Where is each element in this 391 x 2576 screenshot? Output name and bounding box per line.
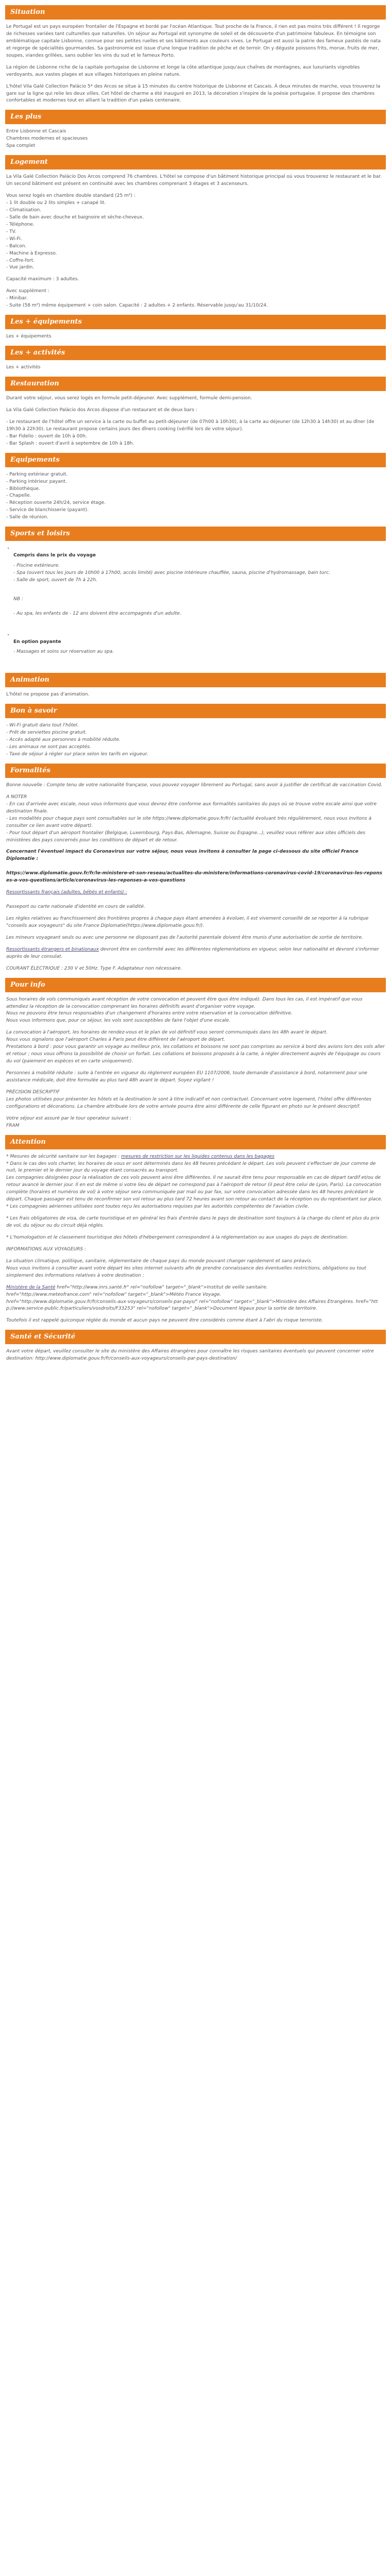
section-equipements — [5, 453, 386, 522]
sports-included-label: Compris dans le prix du voyage — [13, 553, 96, 558]
pour-info-paragraph: Sous horaires de vols communiqués avant réception de votre convocation et peuvent être quoi être indiqué). Dans tous les cas, il est impératif que vous attendiez la réception de la convocation comprenant les horaires définitifs avant d'organiser votre voyage. Nous ne pouvons être tenus responsables d'un changement d'horaires entre votre réservation et la convocation définitive. Nous vous informons que, pour ce séjour, les vols sont susceptibles de faire l'objet d'une escale. — [6, 996, 363, 1024]
attention-flights-text: * Dans le cas des vols charter, les horaires de vous er sont déterminés dans les 48 heures précédant le départ. Les vols peuvent s'effectuer de jour comme de nuit, le premier et le dernier jour du voyage étant consacrés au transport. Les compagnies désignées pour la réalisation de ces vols peuvent ainsi être différentes. Il ne saurait être tenu pour responsable en cas de départ tardif et/ou de retour avancé le dernier jour. Il en est de même si votre lieu de départ ne correspond pas à l'aéroport de retour (il peut être celui de Lyon, Paris). La convocation complète (horaires et numéros de vol) à votre séjour sera communiquée par mail ou par fax, sur votre convocation adressée dans les 48 heures précédant le départ. Chaque passager est tenu de reconfirmer son vol retour au plus tard 72 heures avant son retour au contact de la réception ou du représentant sur place. * Les compagnies aériennes utilisées sont toutes reçu les autorisations requises par les autorités compétentes de l'aviation civile. — [6, 1161, 383, 1210]
formalites-paragraph: Bonne nouvelle : Compte tenu de votre nationalité française, vous pouvez voyager librement au Portugal, sans avoir à justifier de certificat de vaccination Covid. — [6, 782, 383, 788]
attention-security-label: * Mesures de sécurité sanitaire sur les bagages : — [6, 1154, 121, 1159]
sports-nb-text: - Au spa, les enfants de - 12 ans doivent être accompagnés d'un adulte. — [13, 611, 182, 616]
section-pour-info — [5, 978, 386, 1130]
attention-paragraph: La situation climatique, politique, sanitaire, réglementaire de chaque pays du monde pouvant changer rapidement et sans préavis. Nous vous invitons à consulter avant votre départ les sites internet suivants afin de prendre connaissance des éventuelles restrictions, obligations ou tout simplement des informations relatives à votre destination : — [6, 1258, 366, 1278]
sports-nb-label: NB : — [13, 596, 23, 602]
section-sante-securite — [5, 1330, 386, 1363]
attention-travellers-heading: INFORMATIONS AUX VOYAGEURS : — [6, 1246, 86, 1252]
formalites-french-nationals-label: Ressortissants français (adultes, bébés et enfants) : — [6, 890, 127, 895]
section-sports — [5, 527, 386, 668]
formalites-paragraph: Les règles relatives au franchissement des frontières propres à chaque pays étant amenées à évoluer, il est vivement conseillé de se reporter à la rubrique "conseils aux voyageurs" du site France Diplomatie(https://www.diplomatie.gouv.fr/). — [6, 916, 369, 928]
formalites-foreign-nationals-label: Ressortissants étrangers et binationaux — [6, 946, 99, 952]
section-title: Bon à savoir — [5, 704, 386, 718]
sports-option-text: - Massages et soins sur réservation au spa. — [13, 649, 114, 655]
section-plus — [5, 110, 386, 150]
restauration-paragraph: La Vila Galé Collection Palácio dos Arcos dispose d'un restaurant et de deux bars : — [6, 407, 198, 413]
section-activites-plus — [5, 346, 386, 371]
section-title: Attention — [5, 1135, 386, 1149]
attention-links-text: href="http://www.inrs.santé.fr" rel="nofollow" target="_blank">Institut de veille sanitaire. href="http://www.meteofrance.com" rel="nofollow" target="_blank">Météo France Voyage. href="http://www.diplomatie.gouv.fr/fr/conseils-aux-voyageurs/conseils-par-pays/" rel="nofollow" target="_blank">Ministère des Affaires Etrangères. href="http://www.service-public.fr/particuliers/vosdroits/F33253" rel="nofollow" target="_blank">Document légaux pour la sortie de territoire. — [6, 1284, 378, 1312]
pour-info-paragraph: La convocation à l'aéroport, les horaires de rendez-vous et le plan de vol définitif vous seront communiqués dans les 48h avant le départ. Nous vous signalons que l'aéroport Charles à Paris peut être différent de l'aéroport de départ. Prestations à bord : pour vous garantir un voyage au meilleur prix, les collations et boissons ne sont pas comprises au service à bord des avions lors des vols aller et retour ; nous vous offrons la possibilité de choisir un forfait. Les collations et boissons proposés à la carte, à régler directement auprès de l'équipage ou cours du vol (paiement en espèces et en carte uniquement). — [6, 1030, 385, 1064]
equipements-plus-text: Les + équipements — [6, 334, 52, 340]
equipements-list: - Parking extérieur gratuit. - Parking intérieur payant. - Bibliothèque. - Chapelle. - Réception ouverte 24h/24, service étage. - Service de blanchisserie (payant). - Salle de réunion. — [6, 471, 106, 520]
section-attention — [5, 1135, 386, 1325]
formalites-paragraph: Les mineurs voyageant seuls ou avec une personne ne disposant pas de l'autorité parentale doivent être munis d'une autorisation de sortie de territoire. — [6, 935, 363, 940]
formalites-covid-intro: Concernant l'éventuel impact du Coronavirus sur votre séjour, nous vous invitons à consulter la page ci-dessous du site officiel France Diplomatie : — [6, 849, 359, 862]
section-restauration — [5, 377, 386, 448]
section-bon-a-savoir — [5, 704, 386, 758]
section-formalites — [5, 764, 386, 973]
section-logement — [5, 155, 386, 310]
attention-paragraph: Toutefois il est rappelé quiconque réglée du monde et aucun pays ne peuvent être considérés comme étant à l'abri du risque terroriste. — [6, 1318, 323, 1324]
section-title: Sports et loisirs — [5, 527, 386, 541]
animation-text: L'hôtel ne propose pas d'animation. — [6, 692, 90, 698]
situation-paragraph: L'hôtel Vila Galé Collection Palácio 5* des Arcos se situe à 15 minutes du centre historique de Lisbonne et Cascais. À deux minutes de marche, vous trouverez la gare sur la ligne qui relie les deux villes. Cet hôtel de charme a été inauguré en 2013, la décoration s'inspire de la poésie portugaise. Il propose des chambres confortables et modernes tout en alliant la tradition d'un palais centenaire. — [6, 83, 381, 104]
restauration-paragraph: - Le restaurant de l'hôtel offre un service à la carte ou buffet au petit-déjeuner (de 07h00 à 10h30), à la carte au déjeuner (de 12h30 à 14h30) et au dîner (de 19h30 à 22h30). Le restaurant propose certains jours des dîners cooking (vérifié lors de votre séjour). - Bar Fidelio : ouvert de 10h à 00h. - Bar Splash : ouvert d'avril à septembre de 10h à 18h. — [6, 419, 374, 446]
sports-option-item — [13, 632, 385, 668]
situation-paragraph: Le Portugal est un pays européen frontalier de l'Espagne et bordé par l'océan Atlantique. Tout proche de la France, il rien est pas moins très différent ! Il regorge de richesses variées tant culturelles que naturelles. Un séjour au Portugal est synonyme de soleil et de découverte d'un patrimoine fabuleux. En témoigne son emblématique capitale Lisbonne, connue pour ses petites ruelles et ses bâtiments aux couleurs vives. Le Portugal est aussi la patrie des fameux pastéis de nata et regorge de spécialités gourmandes. Sa gastronomie est issue d'une longue tradition de pêche et de terroir. On y déguste poissons frits, morue, fruits de mer, soupes, viandes grillées, sans oublier les vins du sud et le fameux Porto. — [6, 24, 381, 58]
pour-info-paragraph: PRÉCISION DESCRIPTIF Les photos utilisées pour présenter les hôtels et la destination le sont à titre indicatif et non contractuel. Concernant votre logement, l'hôtel offre différentes configurations et décorations. La chambre attribuée lors de votre arrivée pourra être ainsi différente de celle figurant en photo sur le présent descriptif. — [6, 1089, 371, 1109]
section-title: Les + équipements — [5, 315, 386, 329]
section-title: Animation — [5, 673, 386, 687]
formalites-note: A NOTER - En cas d'arrivée avec escale, nous vous informons que vous devrez être conforme aux formalités sanitaires du pays où se trouve votre escale ainsi que votre destination finale. - Les modalités pour chaque pays sont consultables sur le site https://www.diplomatie.gouv.fr/fr/ (actualité évoluant très régulièrement, nous vous invitons à consulter ce lien avant votre départ). - Pour tout départ d'un aéroport frontalier (Belgique, Luxembourg, Pays-Bas, Allemagne, Suisse ou Espagne...), veuillez vous référer aux sites officiels des ministères des pays concernés pour les conditions de départ et de retour. — [6, 794, 377, 843]
section-title: Logement — [5, 155, 386, 170]
attention-paragraph: * L'homologation et le classement touristique des hôtels d'hébergement correspondent à la réglementation ou aux usages du pays de destination. — [6, 1234, 349, 1240]
sports-option-label: En option payante — [13, 639, 61, 645]
section-title: Situation — [5, 5, 386, 20]
section-title: Les plus — [5, 110, 386, 124]
sports-included-item — [13, 545, 385, 629]
activites-plus-text: Les + activités — [6, 365, 41, 370]
restauration-paragraph: Durant votre séjour, vous serez logés en formule petit-déjeuner. Avec supplément, formule demi-pension. — [6, 396, 252, 401]
plus-list: Entre Lisbonne et Cascais Chambres modernes et spacieuses Spa complet — [6, 129, 88, 149]
attention-health-ministry-link[interactable]: Ministère de la Santé — [6, 1284, 56, 1290]
logement-capacity: Capacité maximum : 3 adultes. — [6, 277, 79, 282]
section-situation — [5, 5, 386, 105]
formalites-foreign-nationals-text: devront être en conformité avec les différentes réglementations en vigueur, selon leur nationalité et devront s'informer auprès de leur consulat. — [6, 946, 379, 959]
formalites-covid-link[interactable]: https://www.diplomatie.gouv.fr/fr/le-ministere-et-son-reseau/actualites-du-ministere/informations-coronavirus-covid-19/coronavirus-les-reponses-a-vos-questions/article/coronavirus-les-reponses-a-vos-questions — [6, 871, 382, 884]
section-title: Santé et Sécurité — [5, 1330, 386, 1344]
sante-text: Avant votre départ, veuillez consulter le site du ministère des Affaires étrangères pour connaître les risques sanitaires éventuels qui peuvent concerner votre destination: http://www.diplomatie.gouv.fr/fr/conseils-aux-voyageurs/conseils-par-pays-destination/ — [6, 1349, 374, 1362]
attention-liquids-link[interactable]: mesures de restriction sur les liquides contenus dans les bagages — [121, 1154, 274, 1159]
formalites-electricity: COURANT ÉLECTRIQUE : 230 V et 50Hz. Type F. Adaptateur non nécessaire. — [6, 965, 182, 971]
attention-paragraph: * Les frais obligatoires de visa, de carte touristique et en général les frais d'entrée dans le pays de destination sont toujours à la charge du client et plus du prix de vol, du séjour ou du circuit déjà réglés. — [6, 1216, 380, 1228]
section-title: Les + activités — [5, 346, 386, 360]
pour-info-operator: Votre séjour est assuré par le tour operateur suivant : FRAM — [6, 1115, 132, 1128]
situation-paragraph: La région de Lisbonne riche de la capitale portugaise de Lisbonne et longe la côte atlantique jusqu'aux chaînes de montagnes, aux luxuriants vignobles verdoyants, aux vastes plages et aux villages historiques en pleine nature. — [6, 64, 360, 77]
logement-room-features: Vous serez logés en chambre double standard (25 m²) : - 1 lit double ou 2 lits simples + canapé lit. - Climatisation. - Salle de bain avec douche et baignoire et sèche-cheveux. - Téléphone. - TV. - Wi-Fi. - Balcon. - Machine à Expresso. - Coffre-fort. - Vue jardin. — [6, 193, 144, 270]
section-title: Restauration — [5, 377, 386, 391]
formalites-french-nationals-text: Passeport ou carte nationale d'identité en cours de validité. — [6, 904, 145, 909]
section-animation — [5, 673, 386, 699]
logement-supplement: Avec supplément : - Minibar. - Suite (58 m²) même équipement + coin salon. Capacité : 2 adultes + 2 enfants. Réservable jusqu'au 31/10/24. — [6, 289, 268, 309]
section-title: Pour info — [5, 978, 386, 992]
section-title: Equipements — [5, 453, 386, 467]
section-title: Formalités — [5, 764, 386, 778]
section-equipements-plus — [5, 315, 386, 341]
sports-included-text: - Piscine extérieure. - Spa (ouvert tous les jours de 10h00 à 17h00, accès limité) avec piscine intérieure chauffée, sauna, piscine d'hydromassage, bain turc. - Salle de sport, ouvert de 7h à 22h. — [13, 563, 331, 583]
pour-info-paragraph: Personnes à mobilité réduite : suite à l'entrée en vigueur du règlement européen EU 1107/2006, toute demande d'assistance à bord, notamment pour une assistance médicale, doit être formulée au plus tard 48h avant le départ. Soyez vigilant ! — [6, 1071, 367, 1083]
bon-a-savoir-list: - Wi-Fi gratuit dans tout l'hôtel. - Prêt de serviettes piscine gratuit. - Accès adapté aux personnes à mobilité réduite. - Les animaux ne sont pas acceptés. - Taxe de séjour à régler sur place selon les tarifs en vigueur. — [6, 723, 149, 757]
logement-paragraph: La Vila Galé Collection Palácio Dos Arcos comprend 76 chambres. L'hôtel se compose d'un bâtiment historique principal où vous trouverez le restaurant et le bar. Un second bâtiment est présent en continuité avec les chambres comprenant 3 étages et 3 ascenseurs. — [6, 174, 382, 187]
